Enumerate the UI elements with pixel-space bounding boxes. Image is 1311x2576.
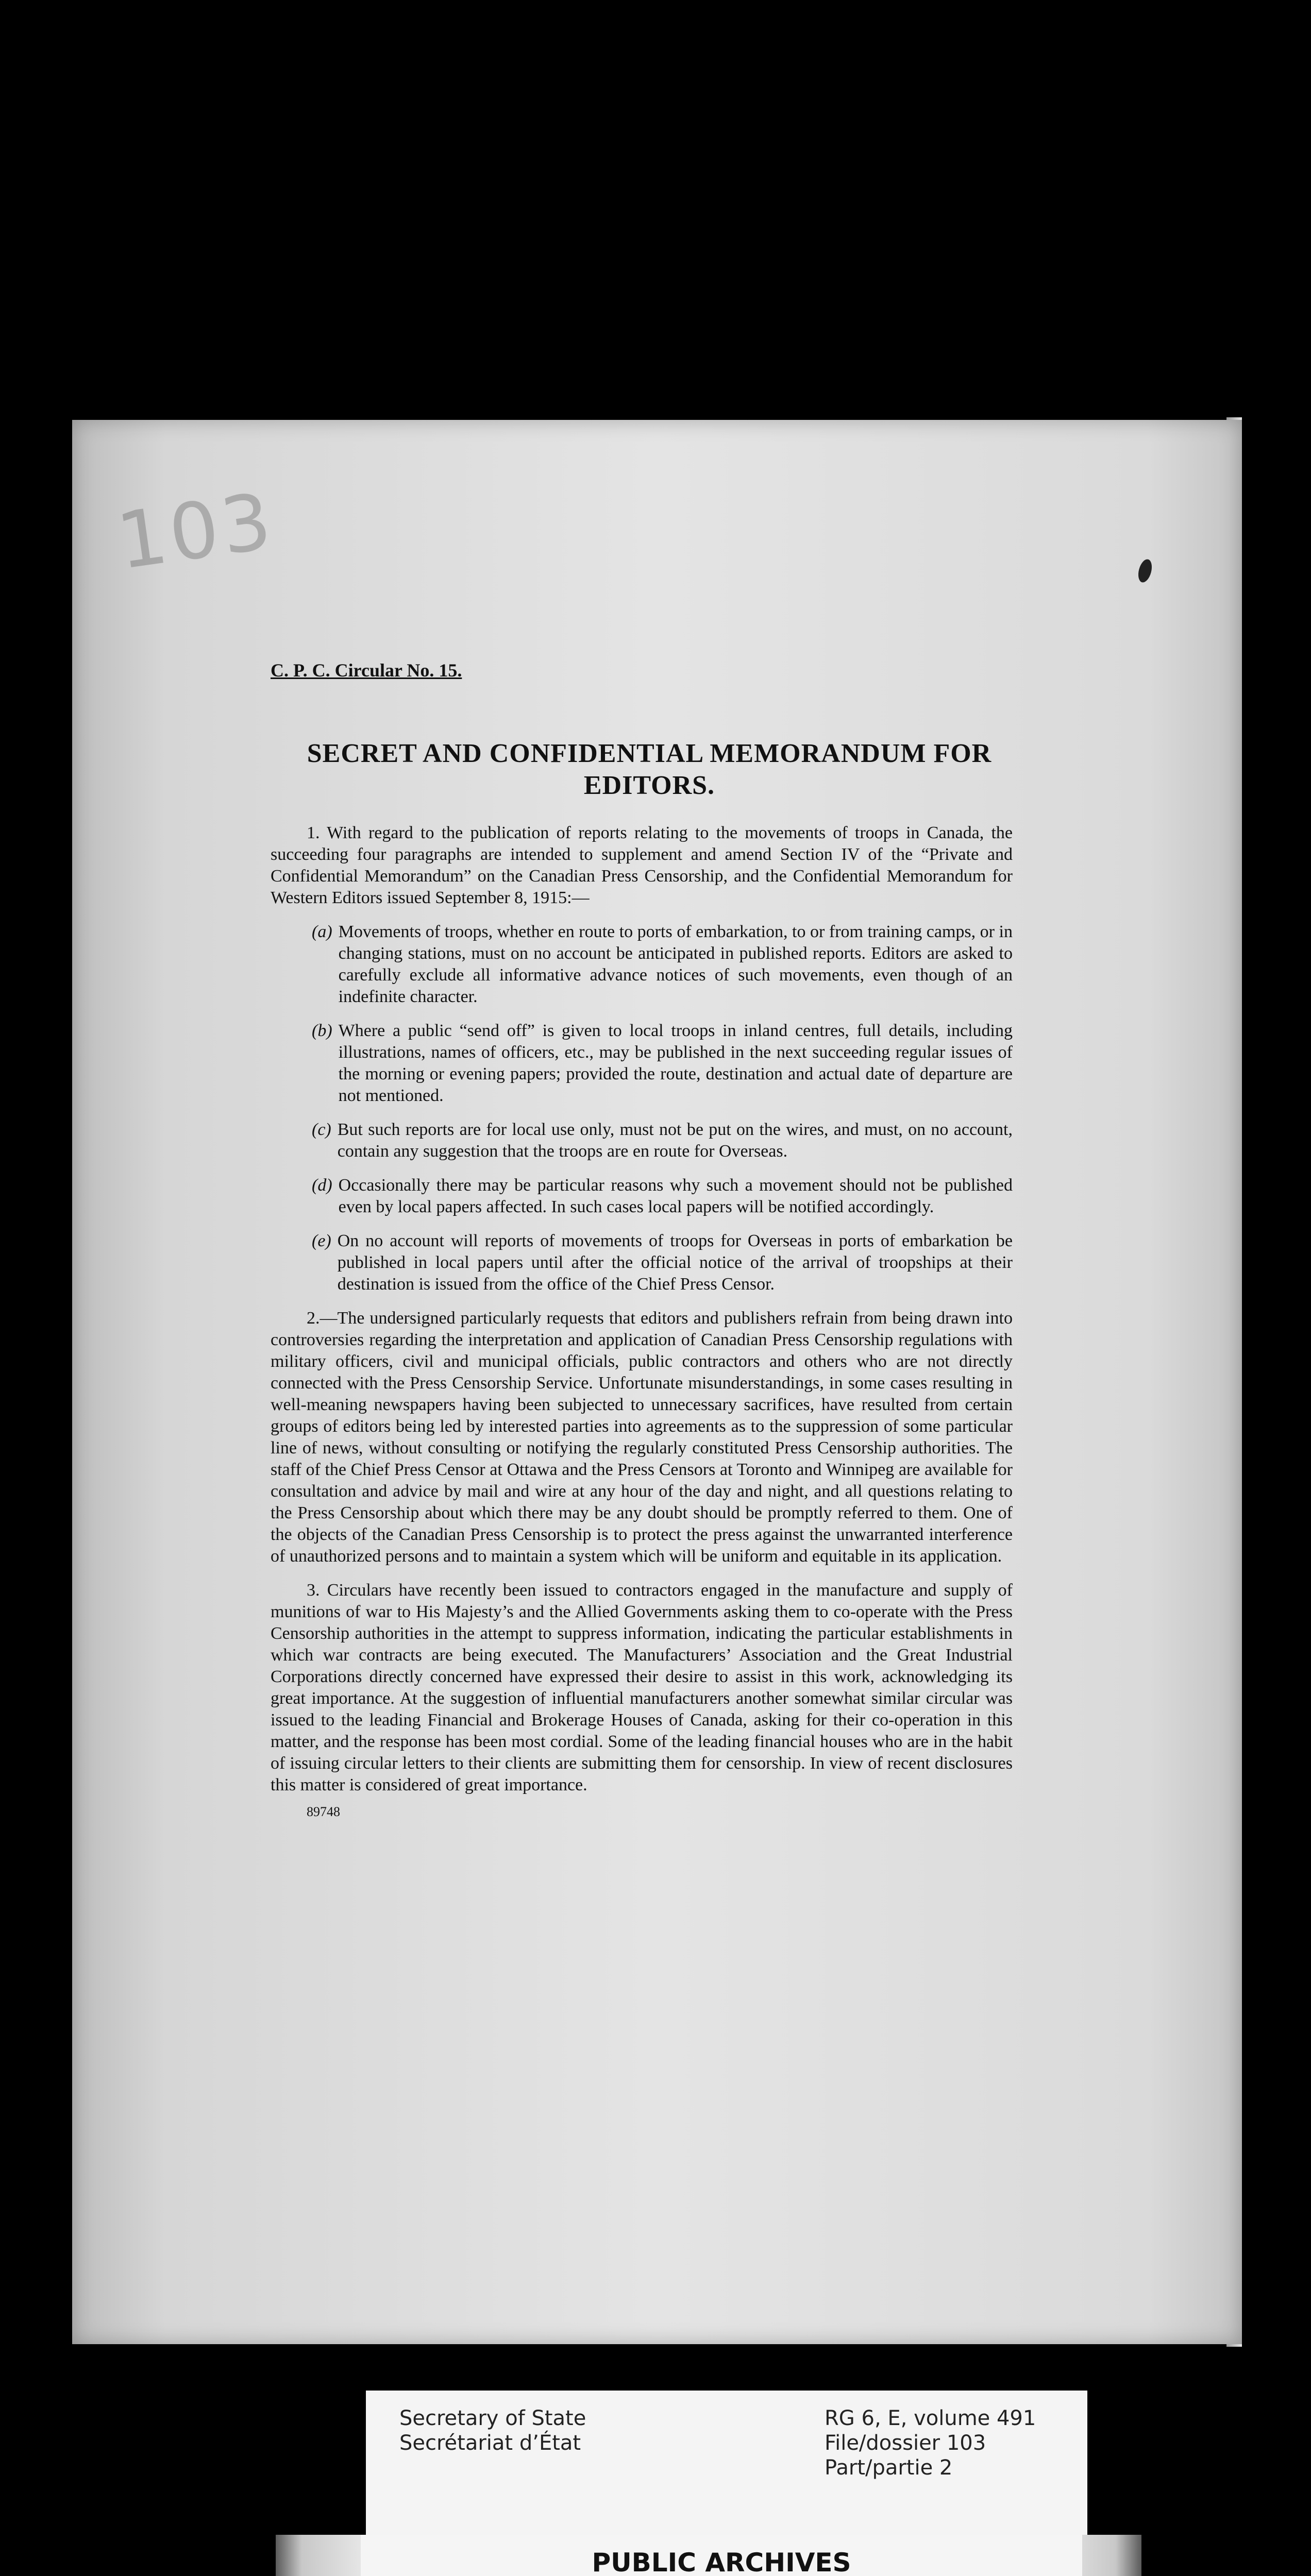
reference-block [825,2406,1036,2480]
item-tag: (b) [312,1021,332,1040]
archives-stamp-text [361,2548,1082,2576]
department-block [399,2406,586,2455]
item-text: Occasionally there may be particular reasons why such a movement should not be published even by local papers affected. In such cases local papers will be notified accordingly. [338,1176,1013,1216]
title-line-1: SECRET AND CONFIDENTIAL MEMORANDUM FOR [307,739,992,768]
title-line-2: EDITORS. [583,771,715,800]
item-tag: (a) [312,922,332,941]
paragraph-1: 1. With regard to the publication of reports relating to the movements of troops in Canada, the succeeding four paragraphs are intended to supplement and amend Section IV of the “Private and Confidential Memorandum” on the Canadian Press Censorship, and the Confidential Memorandum for Western Editors issued September 8, 1915:— [271,823,1013,907]
department-fr: Secrétariat d’État [399,2431,581,2455]
item-text: Movements of troops, whether en route to ports of embarkation, to or from training camps, or in changing stations, must on no account be anticipated in published reports. Editors are asked to carefully exclude all informative advance notices of such movements, even though of an indefinite character. [338,922,1013,1006]
print-code: 89748 [307,1804,340,1819]
reference-part: Part/partie 2 [825,2456,953,2480]
list-item-b [312,1020,1013,1107]
item-tag: (c) [312,1120,331,1139]
reference-volume: RG 6, E, volume 491 [825,2406,1036,2430]
memorandum-body [271,659,1013,1823]
memorandum-title [286,738,1013,802]
item-text: Where a public “send off” is given to local troops in inland centres, full details, including illustrations, names of officers, etc., may be published in the next succeeding regular issues of the morning or evening papers; provided the route, destination and actual date of departure are not mentioned. [338,1021,1013,1105]
list-item-c [312,1119,1013,1162]
item-tag: (e) [312,1231,331,1250]
pencil-page-number: 103 [111,476,280,587]
reference-file: File/dossier 103 [825,2431,986,2455]
list-item-a [312,921,1013,1008]
item-text: On no account will reports of movements of troops for Overseas in ports of embarkation be published in local papers until after the official notice of the arrival of troopships at their destination is issued from the office of the Chief Press Censor. [337,1231,1013,1294]
item-text: But such reports are for local use only, must not be put on the wires, and must, on no account, contain any suggestion that the troops are en route for Overseas. [337,1120,1013,1161]
department-en: Secretary of State [399,2406,586,2430]
list-item-d [312,1175,1013,1218]
paragraph-3: 3. Circulars have recently been issued to contractors engaged in the manufacture and supply of munitions of war to His Majesty’s and the Allied Governments asking them to co-operate with the Press Censorship authorities in the attempt to suppress information, indicating the particular establishments in which war contracts are being executed. The Manufacturers’ Association and the Great Industrial Corporations directly concerned have expressed their desire to assist in this work, acknowledging its great importance. At the suggestion of influential manufacturers another somewhat similar circular was issued to the leading Financial and Brokerage Houses of Canada, asking for their co-operation in this matter, and the response has been most cordial. Some of the leading financial houses who are in the habit of issuing circular letters to their clients are submitting them for censorship. In view of recent disclosures this matter is considered of great importance. [271,1581,1013,1794]
archives-line-1: PUBLIC ARCHIVES [592,2548,851,2576]
archive-label [366,2391,1087,2535]
paragraph-2: 2.—The undersigned particularly requests that editors and publishers refrain from being drawn into controversies regarding the interpretation and application of Canadian Press Censorship regulations with military officers, civil and municipal officials, public contractors and others who are not directly connected with the Press Censorship Service. Unfortunate misunderstandings, in some cases resulting in well-meaning newspapers having been subjected to unnecessary sacrifices, have resulted from certain groups of editors being led by interested parties into agreements as to the suppression of some particular line of news, without consulting or notifying the regularly constituted Press Censorship authorities. The staff of the Chief Press Censor at Ottawa and the Press Censors at Toronto and Winnipeg are available for consultation and advice by mail and wire at any hour of the day and night, and all questions relating to the Press Censorship about which there may be any doubt should be promptly referred to them. One of the objects of the Canadian Press Censorship is to protect the press against the unwarranted interference of unauthorized persons and to maintain a system which will be uniform and equitable in its application. [271,1309,1013,1566]
item-tag: (d) [312,1176,332,1195]
circular-number: C. P. C. Circular No. 15. [271,660,462,681]
list-item-e [312,1230,1013,1295]
